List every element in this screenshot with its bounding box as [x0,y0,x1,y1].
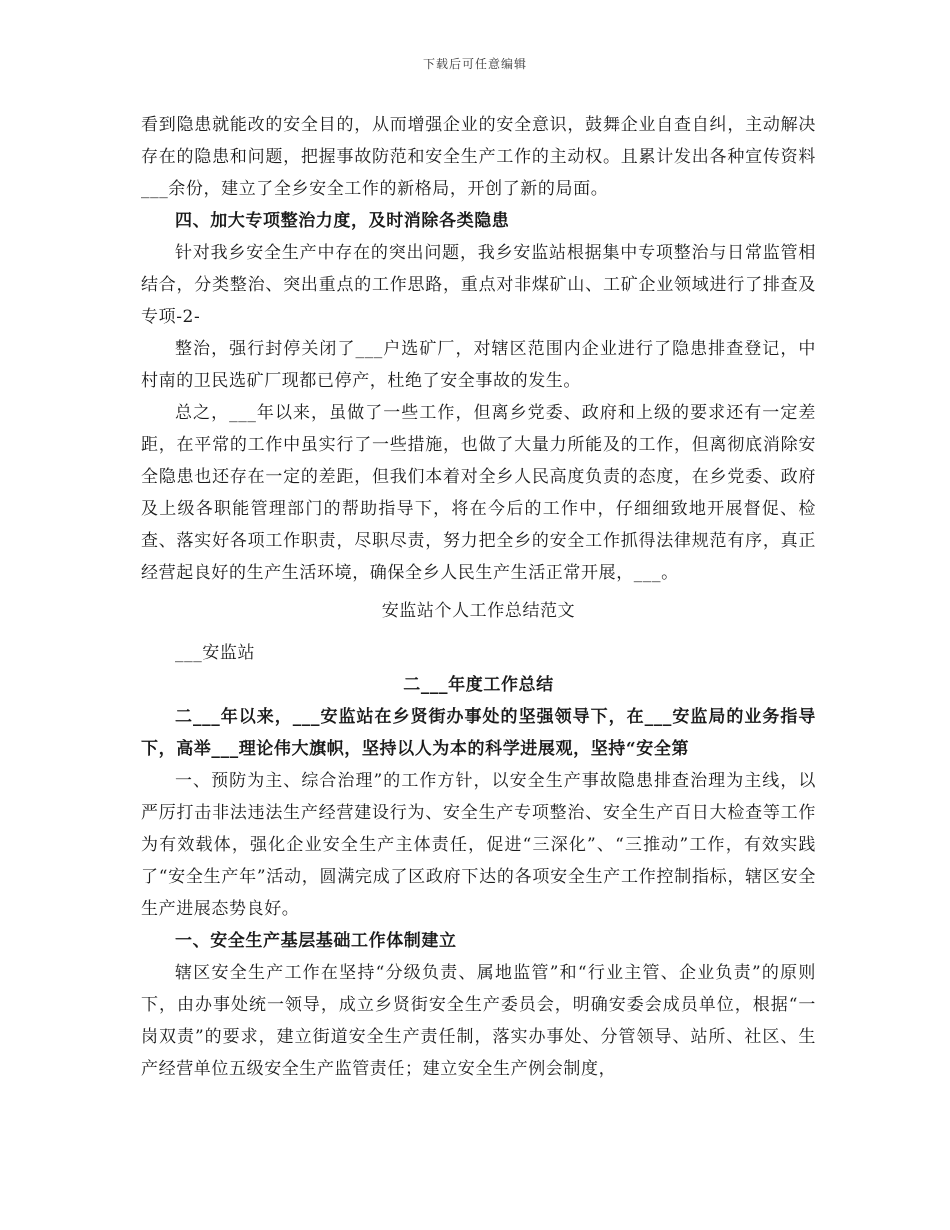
document-body [141,109,816,1085]
section-heading-grassroots-system: 一、安全生产基层基础工作体制建立 [175,931,457,951]
paragraph-publicity: 看到隐患就能改的安全目的，从而增强企业的安全意识，鼓舞企业自查自纠，主动解决存在的隐患和问题，把握事故防范和安全生产工作的主动权。且累计发出各种宣传资料___余份，建立了全乡安全工作的新格局，开创了新的局面。 [141,115,816,199]
paragraph-special-rectification: 针对我乡安全生产中存在的突出问题，我乡安监站根据集中专项整治与日常监管相结合，分类整治、突出重点的工作思路，重点对非煤矿山、工矿企业领域进行了排查及专项-2- [141,243,816,327]
paragraph-work-policy: 一、预防为主、综合治理”的工作方针，以安全生产事故隐患排查治理为主线，以严厉打击非法违法生产经营建设行为、安全生产专项整治、安全生产百日大检查等工作为有效载体，强化企业安全生产主体责任，促进“三深化”、“三推动”工作，有效实践了“安全生产年”活动，圆满完成了区政府下达的各项安全生产工作控制指标，辖区安全生产进展态势良好。 [141,771,816,919]
section-heading-special-rectification: 四、加大专项整治力度，及时消除各类隐患 [175,211,510,231]
paragraph-intro-bold: 二___年以来，___安监站在乡贤街办事处的坚强领导下，在___安监局的业务指导下，高举___理论伟大旗帜，坚持以人为本的科学进展观，坚持“安全第 [141,707,816,759]
annual-summary-title: 二___年度工作总结 [403,675,554,695]
paragraph-station-name: ___安监站 [175,643,256,663]
document-title: 安监站个人工作总结范文 [381,601,576,621]
paragraph-conclusion: 总之，___年以来，虽做了一些工作，但离乡党委、政府和上级的要求还有一定差距，在平常的工作中虽实行了一些措施，也做了大量力所能及的工作，但离彻底消除安全隐患也还存在一定的差距，但我们本着对全乡人民高度负责的态度，在乡党委、政府及上级各职能管理部门的帮助指导下，将在今后的工作中，仔细细致地开展督促、检查、落实好各项工作职责，尽职尽责，努力把全乡的安全工作抓得法律规范有序，真正经营起良好的生产生活环境，确保全乡人民生产生活正常开展，___。 [141,403,816,583]
page-header-note: 下载后可任意编辑 [422,57,527,71]
paragraph-mine-closure: 整治，强行封停关闭了___户选矿厂，对辖区范围内企业进行了隐患排查登记，中村南的卫民选矿厂现都已停产，杜绝了安全事故的发生。 [141,339,816,391]
paragraph-responsibility-system: 辖区安全生产工作在坚持“分级负责、属地监管”和“行业主管、企业负责”的原则下，由办事处统一领导，成立乡贤街安全生产委员会，明确安委会成员单位，根据“一岗双责”的要求，建立街道安全生产责任制，落实办事处、分管领导、站所、社区、生产经营单位五级安全生产监管责任；建立安全生产例会制度， [141,963,816,1079]
